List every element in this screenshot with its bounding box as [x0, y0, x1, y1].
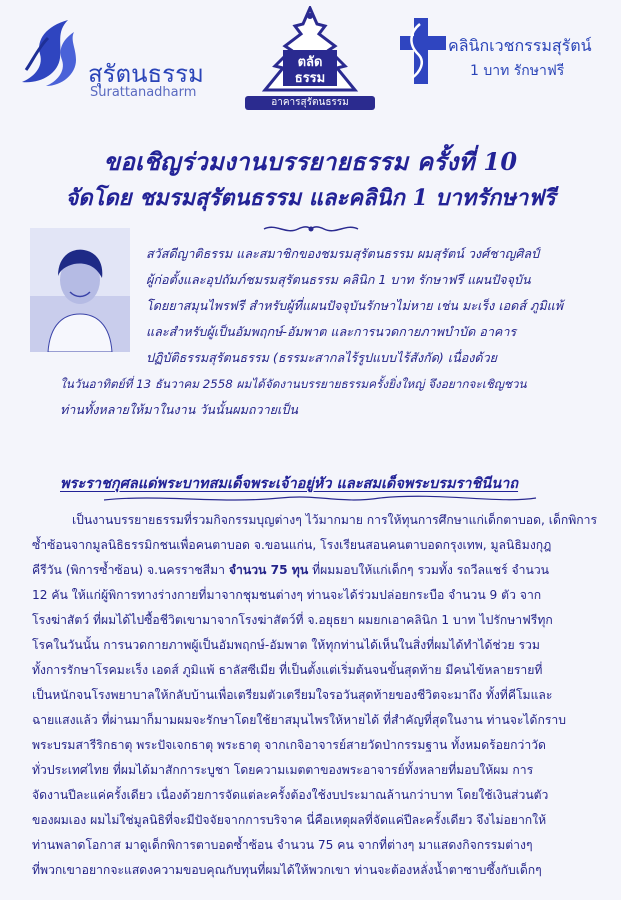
emblem-caption: อาคารสุรัตนธรรม: [245, 96, 375, 110]
body-line: พระบรมสารีริกธาตุ พระปัจเจกธาตุ พระธาตุ จากเกจิอาจารย์สายวัดป่ากรรมฐาน ทั้งหมดร้อยกว่าวัด: [32, 738, 546, 752]
intro-line: สวัสดีญาติธรรม และสมาชิกของชมรมสุรัตนธรรม ผมสุรัตน์ วงศ์ชาญศิลป์: [146, 246, 540, 261]
chedi-emblem-icon: [245, 6, 375, 98]
scholarship-amount: จำนวน 75 ทุน: [228, 563, 309, 577]
temple-emblem: [245, 6, 375, 114]
clinic-subtitle: 1 บาท รักษาฟรี: [470, 63, 565, 79]
intro-line: ในวันอาทิตย์ที่ 13 ธันวาคม 2558 ผมได้จัดงานบรรยายธรรมครั้งยิ่งใหญ่ จึงอยากจะเชิญชวน: [60, 377, 527, 391]
intro-line: ปฏิบัติธรรมสุรัตนธรรม (ธรรมะสากลไร้รูปแบบไร้สังกัด) เนื่องด้วย: [146, 350, 498, 365]
body-text: ที่ผมมอบให้แก่เด็กๆ รวมทั้ง รถวีลแชร์ จำนวน: [312, 563, 550, 577]
clinic-name: คลินิกเวชกรรมสุรัตน์: [448, 36, 592, 55]
body-line: ฉายแสงแล้ว ที่ผ่านมาก็มามผมจะรักษาโดยใช้ยาสมุนไพรให้หายได้ ที่สำคัญที่สุดในงาน ท่านจะได้กราบ: [32, 713, 566, 727]
intro-line: ผู้ก่อตั้งและอุปถัมภ์ชมรมสุรัตนธรรม คลินิก 1 บาท รักษาฟรี แผนปัจจุบัน: [146, 272, 531, 287]
naga-wave-icon: [18, 18, 86, 90]
body-line: ท่านพลาดโอกาส มาดูเด็กพิการตาบอดซ้ำซ้อน จำนวน 75 คน จากที่ต่างๆ มาแสดงกิจกรรมต่างๆ: [32, 838, 533, 852]
body-line: จัดงานปีละแค่ครั้งเดียว เนื่องด้วยการจัดแต่ละครั้งต้องใช้งบประมาณล้านกว่าบาท โดยใช้เงินส่วนตัว: [32, 788, 549, 802]
medical-cross-icon: [400, 18, 446, 84]
organizer-title: จัดโดย ชมรมสุรัตนธรรม และคลินิก 1 บาทรักษาฟรี: [65, 185, 556, 211]
body-line: โรคในวันนั้น การนวดกายภาพผู้เป็นอัมพฤกษ์-อัมพาต ให้ทุกท่านได้เห็นในสิ่งที่ผมได้ทำได้ช่วย รวม: [32, 638, 540, 652]
invitation-title: ขอเชิญร่วมงานบรรยายธรรม ครั้งที่ 10: [103, 147, 518, 176]
body-line: เป็นงานบรรยายธรรมที่รวมกิจกรรมบุญต่างๆ ไว้มากมาย การให้ทุนการศึกษาแก่เด็กตาบอด, เด็กพิการ: [72, 513, 598, 527]
portrait-image: [30, 228, 130, 352]
body-line: ทั้งการรักษาโรคมะเร็ง เอดส์ ภูมิแพ้ ธาลัสซีเมีย ที่เป็นตั้งแต่เริ่มต้นจนขั้นสุดท้าย มีคนไข้หลายรายที่: [32, 663, 543, 677]
body-line: 12 คัน ให้แก่ผู้พิการทางร่างกายที่มาจากชุมชนต่างๆ ท่านจะได้ร่วมปล่อยกระบือ จำนวน 9 ตัว จาก: [32, 588, 542, 602]
intro-line: โดยยาสมุนไพรฟรี สำหรับผู้ที่แผนปัจจุบันรักษาไม่หาย เช่น มะเร็ง เอดส์ ภูมิแพ้: [146, 298, 564, 313]
body-line: ที่พวกเขาอยากจะแสดงความขอบคุณกับทุนที่ผมได้ให้พวกเขา ท่านจะต้องหลั่งน้ำตาซาบซึ้งกับเด็กๆ: [32, 863, 542, 877]
brand-thai-name: สุรัตนธรรม: [88, 60, 204, 88]
clinic-logo: [400, 18, 615, 93]
body-line: ของผมเอง ผมไม่ใช่มูลนิธิที่จะมีปัจจัยจากการบริจาค นี่คือเหตุผลที่จัดแค่ปีละครั้งเดียว จึงไม่อยากให้: [32, 813, 547, 827]
body-line: เป็นหนักจนโรงพยาบาลให้กลับบ้านเพื่อเตรียมตัวเตรียมใจรอวันสุดท้ายของชีวิตจะมาถึง ทั้งที่คีโมและ: [32, 688, 553, 702]
body-line: [32, 562, 549, 578]
intro-line: ท่านทั้งหลายให้มาในงาน วันนั้นผมถวายเป็น: [60, 402, 298, 417]
royal-dedication-heading: พระราชกุศลแด่พระบาทสมเด็จพระเจ้าอยู่หัว และสมเด็จพระบรมราชินีนาถ: [60, 475, 519, 492]
flourish-underline-icon: [100, 492, 540, 506]
surattanadharm-logo: [18, 18, 238, 100]
brand-roman-name: Surattanadharm: [90, 85, 197, 100]
body-line: โรงฆ่าสัตว์ ที่ผมได้ไปซื้อชีวิตเขามาจากโรงฆ่าสัตว์ที่ จ.อยุธยา ผมยกเอาคลินิก 1 บาท ไปรักษาฟรีทุก: [32, 613, 553, 627]
ornament-divider-icon: [262, 222, 360, 236]
svg-text:ตลัด: ตลัด: [297, 55, 323, 70]
intro-line: และสำหรับผู้เป็นอัมพฤกษ์-อัมพาต และการนวดกายภาพบำบัด อาคาร: [146, 324, 517, 339]
body-text: คีรีวัน (พิการซ้ำซ้อน) จ.นครราชสีมา: [32, 563, 225, 577]
founder-photo: [30, 228, 130, 352]
body-line: ซ้ำซ้อนจากมูลนิธิธรรมิกชนเพื่อคนตาบอด จ.ขอนแก่น, โรงเรียนสอนคนตาบอดกรุงเทพ, มูลนิธิมงกุฎ: [32, 538, 552, 552]
svg-text:ธรรม: ธรรม: [294, 71, 326, 86]
body-line: ทั่วประเทศไทย ที่ผมได้มาสักการะบูชา โดยความเมตตาของพระอาจารย์ทั้งหลายที่มอบให้ผม การ: [32, 763, 534, 777]
